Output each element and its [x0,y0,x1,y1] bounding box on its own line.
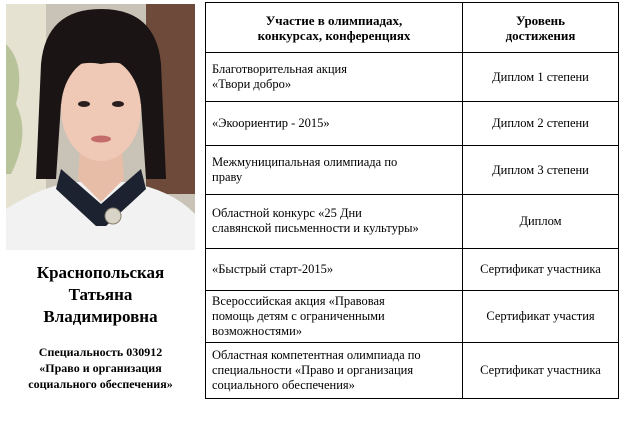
spec-line: социального обеспечения» [28,377,173,391]
header-events [206,3,463,53]
header-line: достижения [505,27,576,43]
event-line: праву [212,170,243,184]
event-line: специальности «Право и организация [212,363,414,378]
event-line: Благотворительная акция [212,62,347,77]
event-line: помощь детям с ограниченными [212,309,385,324]
event-line: Областная компетентная олимпиада по [212,348,421,363]
table-header-row [206,3,619,53]
event-cell [206,291,463,343]
level-cell: Сертификат участника [463,248,619,290]
spec-line: Специальность 030912 [38,345,163,359]
event-line: возможностями» [212,324,303,339]
table-row [206,343,619,399]
table-row [206,291,619,343]
header-line: Уровень [515,12,566,28]
portrait-photo [6,4,195,250]
table-row [206,248,619,290]
header-line: Участие в олимпиадах, [265,12,403,28]
table-row [206,195,619,248]
header-level [463,3,619,53]
level-cell: Сертификат участия [463,291,619,343]
event-line: Межмуниципальная олимпиада по [212,155,398,169]
event-cell [206,248,463,290]
level-cell: Диплом 3 степени [463,145,619,194]
event-line: Областной конкурс «25 Дни [212,206,362,221]
event-line: «Твори добро» [212,77,292,92]
event-cell [206,195,463,248]
name-line: Татьяна [68,285,133,304]
level-cell: Диплом [463,195,619,248]
spec-line: «Право и организация [39,361,162,375]
specialty [4,344,197,392]
achievements-table [205,2,619,399]
person-info [4,262,197,392]
event-line: социального обеспечения» [212,378,355,393]
name-line: Владимировна [43,307,158,326]
event-line: «Экоориентир - 2015» [212,116,330,131]
event-cell [206,53,463,102]
event-cell [206,102,463,145]
event-cell [206,343,463,399]
table-row [206,102,619,145]
level-cell: Сертификат участника [463,343,619,399]
person-name [4,262,197,328]
level-cell: Диплом 2 степени [463,102,619,145]
table-row [206,145,619,194]
level-cell: Диплом 1 степени [463,53,619,102]
table-row [206,53,619,102]
name-line: Краснопольская [36,263,165,282]
header-line: конкурсах, конференциях [257,27,411,43]
event-line: «Быстрый старт-2015» [212,261,334,276]
event-cell [206,145,463,194]
event-line: Всероссийская акция «Правовая [212,294,385,309]
event-line: славянской письменности и культуры» [212,221,419,236]
